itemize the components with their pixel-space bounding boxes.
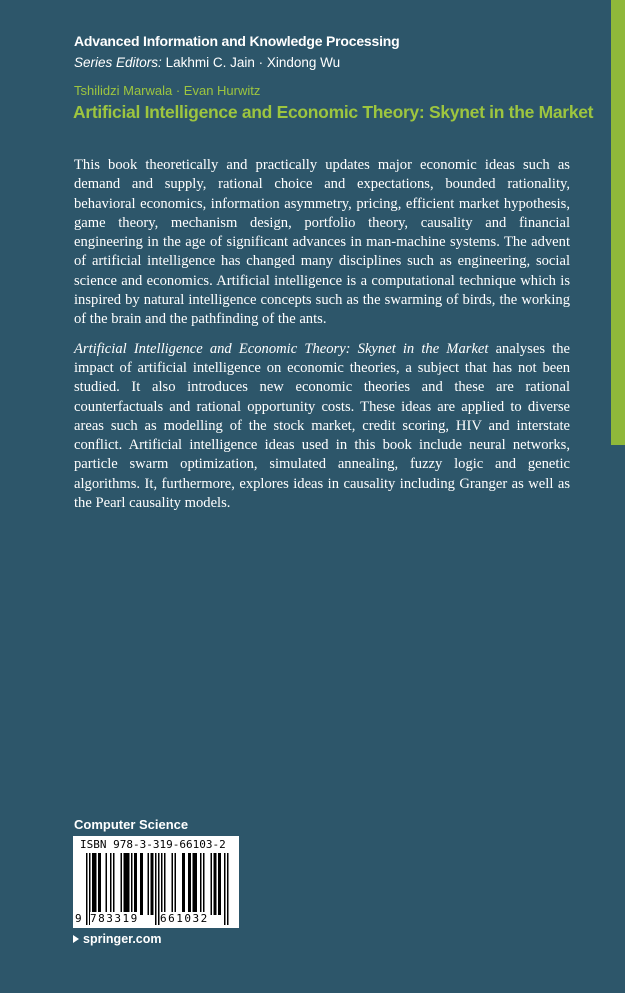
barcode-bar [211, 853, 213, 915]
book-description [74, 156, 570, 523]
barcode-bar [200, 853, 202, 915]
description-paragraph-2-text: analyses the impact of artificial intelligence on economic theories, a subject that has not been studied. It also introduces new economic theories and these are rational counterfactuals and rational opportunity costs. These ideas are applied to diverse areas such as modelling of the stock market, credit scoring, HIV and interstate conflict. Artificial intelligence ideas used in this book include neural networks, particle swarm optimization, simulated annealing, fuzzy logic and genetic algorithms. It, furthermore, explores ideas in causality including Granger as well as the Pearl causality models. [74, 340, 570, 512]
publisher-website-text: springer.com [83, 932, 162, 946]
barcode-bar [193, 853, 198, 915]
barcode-bar [110, 853, 112, 915]
ean-digits [73, 912, 239, 926]
isbn-barcode [73, 836, 239, 928]
barcode-bar [134, 853, 137, 915]
ean-right-digits: 661032 [160, 912, 209, 925]
barcode-bar [98, 853, 101, 915]
description-paragraph-1: This book theoretically and practically updates major economic ideas such as demand and supply, rational choice and expectations, bounded rationality, behavioral economics, information asymmetry, pricing, efficient market hypothesis, game theory, mechanism design, portfolio theory, causality and financial engineering in the age of significant advances in man-machine systems. The advent of artificial intelligence has changed many disciplines such as engineering, social science and economics. Artificial intelligence is a computational technique which is inspired by natural intelligence concepts such as the swarming of birds, the working of the brain and the pathfinding of the ants. [74, 157, 570, 328]
barcode-bar [106, 853, 108, 915]
barcode-bar [161, 853, 163, 915]
subject-category: Computer Science [74, 817, 189, 832]
barcode-bar [214, 853, 217, 915]
series-editors-names: Lakhmi C. Jain · Xindong Wu [165, 55, 341, 70]
barcode-bar [172, 853, 174, 915]
barcode-bar [148, 853, 150, 915]
barcode-bar [140, 853, 143, 915]
description-book-title-italic: Artificial Intelligence and Economic Theory: Skynet in the Market [74, 340, 489, 357]
barcode-bar [92, 853, 97, 915]
barcode-bar [218, 853, 221, 915]
barcode-bar [203, 853, 205, 915]
arrow-right-icon [73, 935, 79, 943]
ean-first-digit: 9 [75, 912, 82, 925]
description-paragraph-2 [74, 340, 570, 514]
barcode-bar [124, 853, 130, 915]
book-authors: Tshilidzi Marwala · Evan Hurwitz [74, 83, 261, 98]
barcode-bar [113, 853, 115, 915]
isbn-number: ISBN 978-3-319-66103-2 [80, 838, 226, 851]
barcode-bar [175, 853, 177, 915]
barcode-bar [121, 853, 123, 915]
ean-left-digits: 783319 [90, 912, 139, 925]
series-title: Advanced Information and Knowledge Processing [74, 33, 400, 49]
barcode-bar [188, 853, 191, 915]
series-editors [74, 55, 340, 70]
barcode-bar [131, 853, 133, 915]
barcode-bar [164, 853, 166, 915]
barcode-bar [151, 853, 154, 915]
series-editors-label: Series Editors: [74, 55, 162, 70]
publisher-website[interactable] [73, 932, 162, 946]
barcode-bar [182, 853, 185, 915]
spine-color-stripe [611, 0, 625, 445]
book-title: Artificial Intelligence and Economic Theory: Skynet in the Market [73, 102, 594, 122]
